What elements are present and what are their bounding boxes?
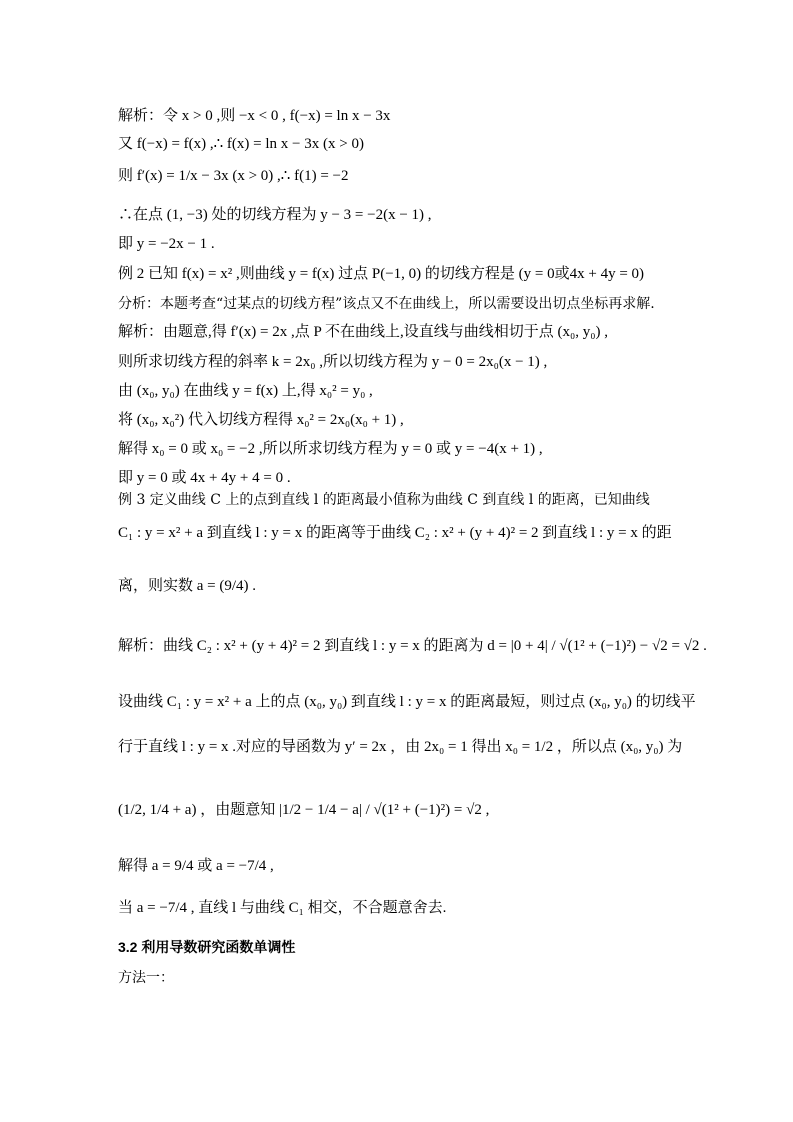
example-3-solution-1: 解析：曲线 C₂ : x² + (y + 4)² = 2 到直线 l : y = x 的距离为 d = |0 + 4| / √(1² + (−1)²) − √2 = √2 . [118,638,707,654]
section-heading: 3.2 利用导数研究函数单调性 [118,939,296,955]
solution-line-4: ∴在点 (1, −3) 处的切线方程为 y − 3 = −2(x − 1) , [118,207,432,223]
example-2-solution-6: 即 y = 0 或 4x + 4y + 4 = 0 . [118,470,291,486]
example-3-solution-6: 当 a = −7/4 , 直线 l 与曲线 C₁ 相交，不合题意舍去. [118,900,447,916]
solution-line-5: 即 y = −2x − 1 . [118,236,215,252]
example-2-solution-1: 解析：由题意,得 f′(x) = 2x ,点 P 不在曲线上,设直线与曲线相切于点 (x₀, y₀) , [118,324,608,340]
example-3-solution-3: 行于直线 l : y = x .对应的导函数为 y′ = 2x ，由 2x₀ = 1 得出 x₀ = 1/2 ，所以点 (x₀, y₀) 为 [118,739,683,755]
example-3-solution-4: (1/2, 1/4 + a) ，由题意知 |1/2 − 1/4 − a| / √(1² + (−1)²) = √2 , [118,802,490,818]
example-3-solution-2: 设曲线 C₁ : y = x² + a 上的点 (x₀, y₀) 到直线 l : y = x 的距离最短，则过点 (x₀, y₀) 的切线平 [118,694,696,710]
example-2-solution-4: 将 (x₀, x₀²) 代入切线方程得 x₀² = 2x₀(x₀ + 1) , [118,412,404,428]
example-3-solution-5: 解得 a = 9/4 或 a = −7/4 , [118,858,274,874]
example-2-analysis: 分析：本题考查“过某点的切线方程”该点又不在曲线上，所以需要设出切点坐标再求解. [118,296,655,312]
solution-line-3: 则 f′(x) = 1/x − 3x (x > 0) ,∴ f(1) = −2 [118,168,349,184]
example-3-question-2: C₁ : y = x² + a 到直线 l : y = x 的距离等于曲线 C₂ : x² + (y + 4)² = 2 到直线 l : y = x 的距 [118,525,672,541]
solution-line-2: 又 f(−x) = f(x) ,∴ f(x) = ln x − 3x (x > 0) [118,136,364,152]
example-3-question-1: 例 3 定义曲线 C 上的点到直线 l 的距离最小值称为曲线 C 到直线 l 的距离，已知曲线 [118,492,650,508]
example-2-question: 例 2 已知 f(x) = x² ,则曲线 y = f(x) 过点 P(−1, 0) 的切线方程是 (y = 0或4x + 4y = 0) [118,266,645,282]
example-3-question-3: 离，则实数 a = (9/4) . [118,578,257,594]
example-2-solution-3: 由 (x₀, y₀) 在曲线 y = f(x) 上,得 x₀² = y₀ , [118,383,373,399]
solution-line-1: 解析：令 x > 0 ,则 −x < 0 , f(−x) = ln x − 3x [118,108,391,124]
example-2-solution-5: 解得 x₀ = 0 或 x₀ = −2 ,所以所求切线方程为 y = 0 或 y = −4(x + 1) , [118,441,543,457]
method-one-label: 方法一： [118,970,174,986]
example-2-solution-2: 则所求切线方程的斜率 k = 2x₀ ,所以切线方程为 y − 0 = 2x₀(x − 1) , [118,354,548,370]
